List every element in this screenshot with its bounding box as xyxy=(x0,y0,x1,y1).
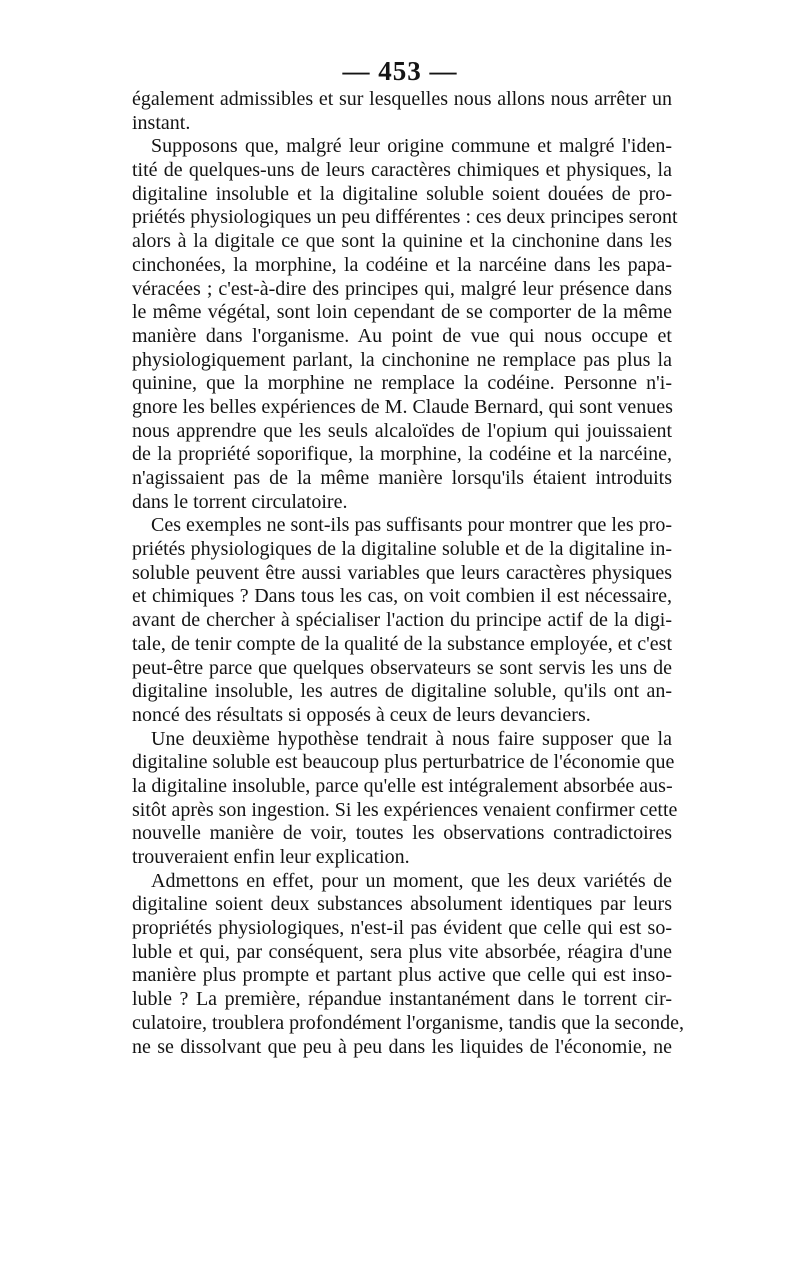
text-line: n'agissaient pas de la même manière lorsqu'ils étaient introduits xyxy=(132,467,672,489)
paragraph xyxy=(132,514,672,727)
text-line: physiologiquement parlant, la cinchonine ne remplace pas plus la xyxy=(132,348,672,371)
text-line: propriétés physiologiques, n'est-il pas évident que celle qui est so- xyxy=(132,917,672,940)
text-line: luble ? La première, répandue instantanément dans le torrent cir- xyxy=(132,988,672,1011)
text-line: culatoire, troublera profondément l'organisme, tandis que la seconde, xyxy=(132,1011,684,1034)
text-line: noncé des résultats si opposés à ceux de leurs devanciers. xyxy=(132,703,591,726)
text-line: quinine, que la morphine ne remplace la codéine. Personne n'i- xyxy=(132,372,672,395)
text-line: manière plus prompte et partant plus active que celle qui est inso- xyxy=(132,964,672,987)
text-line: Supposons que, malgré leur origine commune et malgré l'iden- xyxy=(151,135,672,158)
text-line: luble et qui, par conséquent, sera plus vite absorbée, réagira d'une xyxy=(132,940,672,963)
text-line: peut-être parce que quelques observateurs se sont servis les uns de xyxy=(132,656,672,679)
text-line: soluble peuvent être aussi variables que leurs caractères physiques xyxy=(132,561,672,584)
text-line: dans le torrent circulatoire. xyxy=(132,490,348,513)
text-line: digitaline soient deux substances absolument identiques par leurs xyxy=(132,893,672,916)
text-line: le même végétal, sont loin cependant de se comporter de la même xyxy=(132,301,672,324)
text-line: Admettons en effet, pour un moment, que les deux variétés de xyxy=(151,869,672,892)
text-line: ne se dissolvant que peu à peu dans les liquides de l'économie, ne xyxy=(132,1035,672,1058)
text-line: gnore les belles expériences de M. Claude Bernard, qui sont venues xyxy=(132,395,673,418)
text-line: nous apprendre que les seuls alcaloïdes de l'opium qui jouissaient xyxy=(132,419,672,442)
text-line: cinchonées, la morphine, la codéine et la narcéine dans les papa- xyxy=(132,253,672,276)
text-line: tale, de tenir compte de la qualité de la substance employée, et c'est xyxy=(132,632,672,655)
text-line: alors à la digitale ce que sont la quinine et la cinchonine dans les xyxy=(132,230,672,253)
text-line: et chimiques ? Dans tous les cas, on voit combien il est nécessaire, xyxy=(132,585,672,608)
text-line: digitaline soluble est beaucoup plus perturbatrice de l'économie que xyxy=(132,751,675,774)
text-line: trouveraient enfin leur explication. xyxy=(132,846,410,868)
text-line: également admissibles et sur lesquelles nous allons nous arrêter un xyxy=(132,88,672,110)
body-text xyxy=(132,88,684,1059)
text-line: digitaline insoluble, les autres de digitaline soluble, qu'ils ont an- xyxy=(132,680,672,703)
text-line: priétés physiologiques de la digitaline soluble et de la digitaline in- xyxy=(132,538,672,561)
paragraph xyxy=(132,727,678,870)
text-line: véracées ; c'est-à-dire des principes qui, malgré leur présence dans xyxy=(132,277,672,300)
paragraph xyxy=(132,869,684,1060)
text-line: nouvelle manière de voir, toutes les observations contradictoires xyxy=(132,822,672,845)
text-line: manière dans l'organisme. Au point de vue qui nous occupe et xyxy=(132,324,672,347)
text-line: avant de chercher à spécialiser l'action du principe actif de la digi- xyxy=(132,609,672,632)
paragraph xyxy=(132,88,672,135)
text-line: instant. xyxy=(132,111,191,134)
text-line: la digitaline insoluble, parce qu'elle est intégralement absorbée aus- xyxy=(132,774,673,797)
paragraph xyxy=(132,135,678,514)
text-line: Ces exemples ne sont-ils pas suffisants pour montrer que les pro- xyxy=(151,514,672,537)
text-line: priétés physiologiques un peu différentes : ces deux principes seront xyxy=(132,206,678,229)
text-line: sitôt après son ingestion. Si les expériences venaient confirmer cette xyxy=(132,798,678,821)
text-line: Une deuxième hypothèse tendrait à nous faire supposer que la xyxy=(151,727,672,750)
text-line: digitaline insoluble et la digitaline soluble soient douées de pro- xyxy=(132,182,672,205)
text-line: tité de quelques-uns de leurs caractères chimiques et physiques, la xyxy=(132,159,672,182)
page-number: — 453 — xyxy=(342,56,458,86)
text-line: de la propriété soporifique, la morphine, la codéine et la narcéine, xyxy=(132,443,672,466)
